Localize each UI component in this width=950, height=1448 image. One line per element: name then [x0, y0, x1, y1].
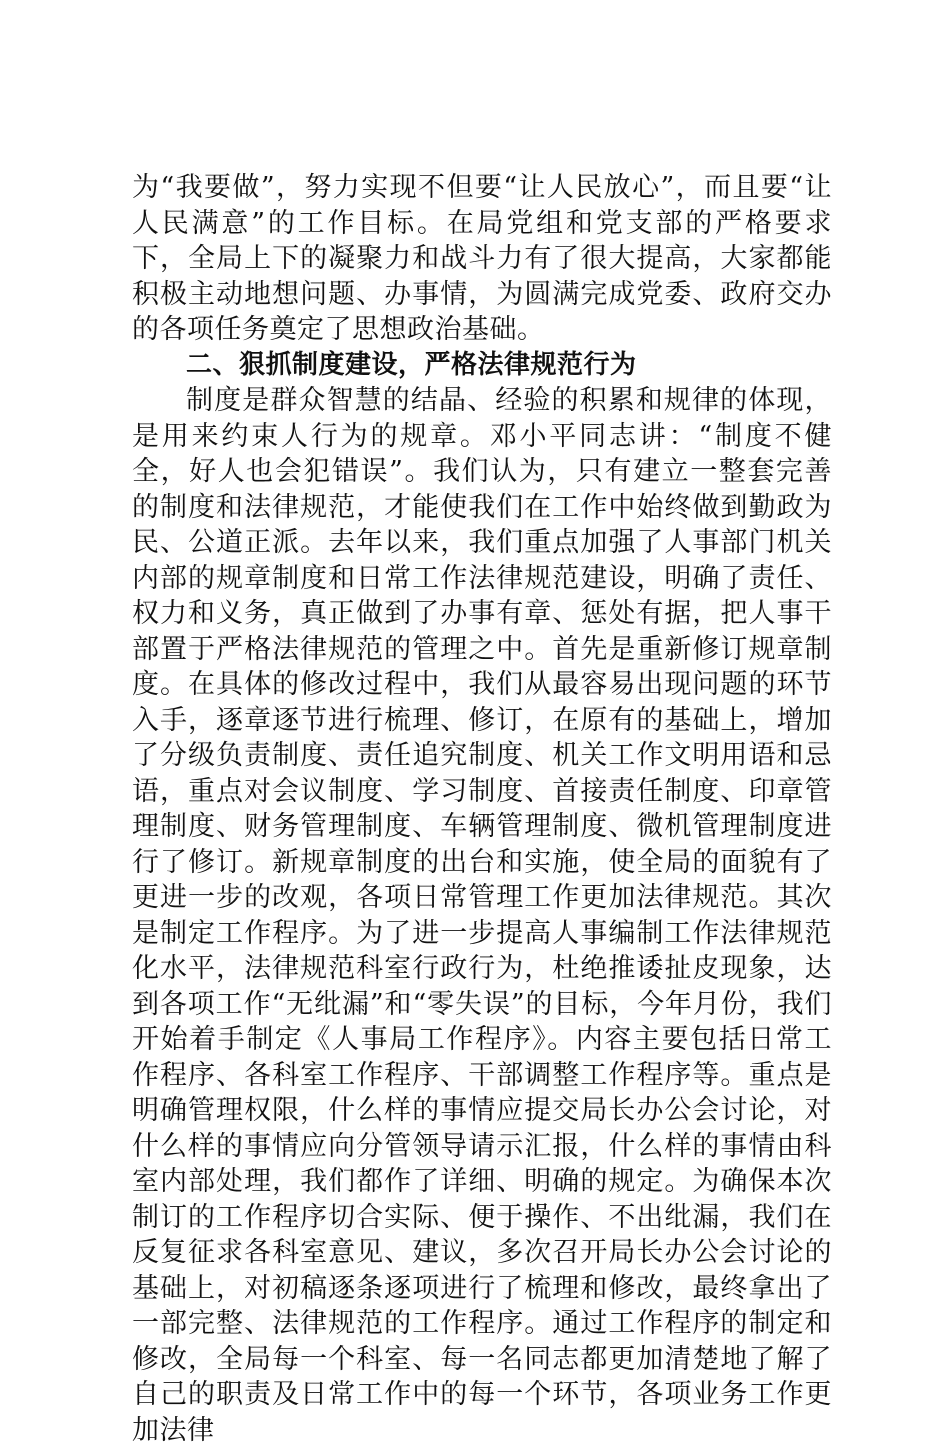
document-body	[132, 170, 832, 1448]
continuation-paragraph: 为“我要做”，努力实现不但要“让人民放心”，而且要“让人民满意”的工作目标。在局党组和党支部的严格要求下，全局上下的凝聚力和战斗力有了很大提高，大家都能积极主动地想问题、办事情，为圆满完成党委、政府交办的各项任务奠定了思想政治基础。	[132, 172, 832, 345]
body-paragraph: 制度是群众智慧的结晶、经验的积累和规律的体现，是用来约束人行为的规章。邓小平同志讲：“制度不健全，好人也会犯错误”。我们认为，只有建立一整套完善的制度和法律规范，才能使我们在工作中始终做到勤政为民、公道正派。去年以来，我们重点加强了人事部门机关内部的规章制度和日常工作法律规范建设，明确了责任、权力和义务，真正做到了办事有章、惩处有据，把人事干部置于严格法律规范的管理之中。首先是重新修订规章制度。在具体的修改过程中，我们从最容易出现问题的环节入手，逐章逐节进行梳理、修订，在原有的基础上，增加了分级负责制度、责任追究制度、机关工作文明用语和忌语，重点对会议制度、学习制度、首接责任制度、印章管理制度、财务管理制度、车辆管理制度、微机管理制度进行了修订。新规章制度的出台和实施，使全局的面貌有了更进一步的改观，各项日常管理工作更加法律规范。其次是制定工作程序。为了进一步提高人事编制工作法律规范化水平，法律规范科室行政行为，杜绝推诿扯皮现象，达到各项工作“无纰漏”和“零失误”的目标，今年月份，我们开始着手制定《人事局工作程序》。内容主要包括日常工作程序、各科室工作程序、干部调整工作程序等。重点是明确管理权限，什么样的事情应提交局长办公会讨论，对什么样的事情应向分管领导请示汇报，什么样的事情由科室内部处理，我们都作了详细、明确的规定。为确保本次制订的工作程序切合实际、便于操作、不出纰漏，我们在反复征求各科室意见、建议，多次召开局长办公会讨论的基础上，对初稿逐条逐项进行了梳理和修改，最终拿出了一部完整、法律规范的工作程序。通过工作程序的制定和修改，全局每一个科室、每一名同志都更加清楚地了解了自己的职责及日常工作中的每一个环节，各项业务工作更加法律	[132, 385, 832, 1446]
section-heading: 二、狠抓制度建设，严格法律规范行为	[186, 349, 637, 380]
